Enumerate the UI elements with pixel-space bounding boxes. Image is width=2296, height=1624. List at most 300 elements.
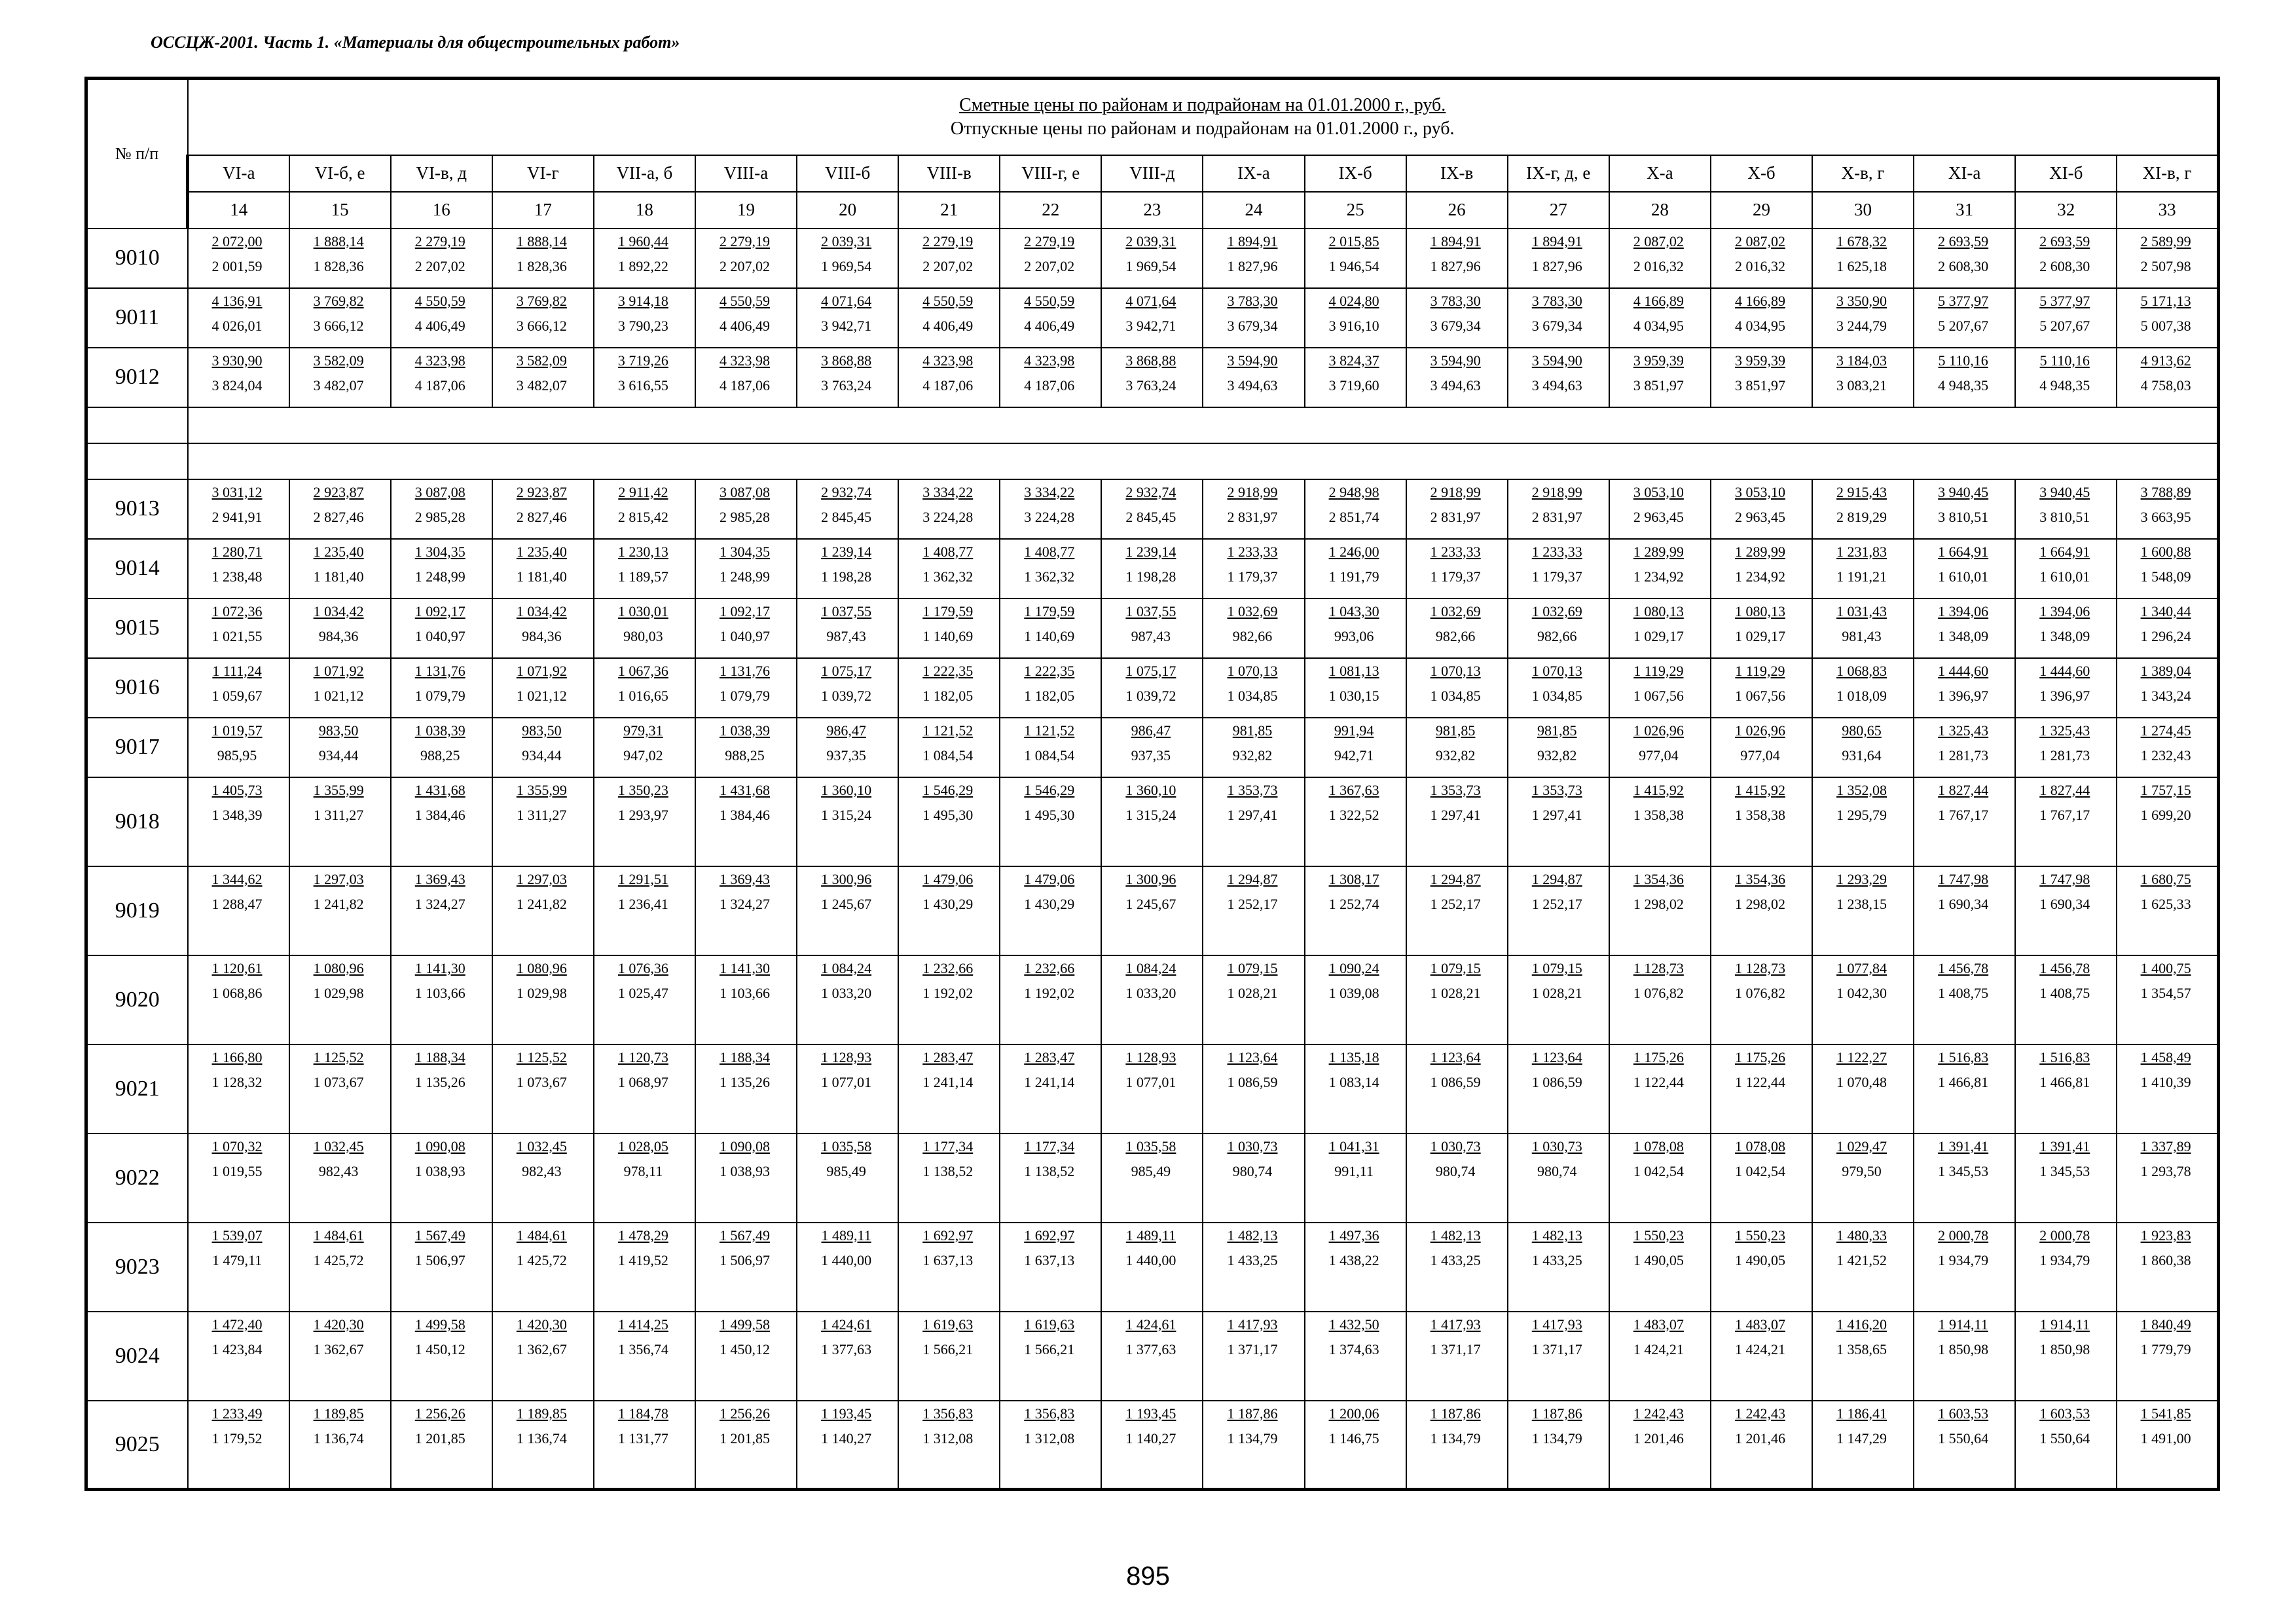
release-price: 1 860,38	[2140, 1251, 2191, 1268]
estimate-price: 1 242,43	[1633, 1405, 1684, 1422]
release-price: 2 207,02	[922, 257, 974, 274]
estimate-price: 1 294,87	[1430, 870, 1481, 887]
price-cell	[1000, 658, 1101, 718]
estimate-price: 1 242,43	[1734, 1405, 1785, 1422]
estimate-price: 4 550,59	[414, 292, 465, 309]
estimate-price: 4 550,59	[720, 292, 771, 309]
price-cell	[1812, 777, 1914, 866]
price-cell	[594, 1312, 695, 1401]
estimate-price: 1 141,30	[414, 959, 465, 976]
price-cell	[1406, 1223, 1508, 1312]
release-price: 1 128,32	[211, 1073, 263, 1090]
column-number: 30	[1812, 192, 1914, 229]
estimate-price: 1 456,78	[1938, 959, 1989, 976]
release-price: 1 348,09	[2039, 627, 2090, 644]
price-cell	[695, 479, 797, 539]
empty-row	[86, 443, 2219, 479]
price-cell	[1914, 348, 2015, 407]
estimate-price: 1 235,40	[516, 543, 567, 560]
price-cell	[1812, 1401, 1914, 1490]
estimate-price: 2 693,59	[2039, 232, 2090, 249]
release-price: 1 433,25	[1531, 1251, 1582, 1268]
price-cell	[898, 955, 1000, 1044]
estimate-price: 2 923,87	[313, 483, 364, 500]
release-price: 4 406,49	[414, 317, 465, 334]
price-cell	[2117, 1312, 2218, 1401]
price-cell	[1914, 658, 2015, 718]
price-cell	[2117, 229, 2218, 288]
release-price: 980,74	[1435, 1162, 1476, 1179]
estimate-price: 2 087,02	[1633, 232, 1684, 249]
estimate-price: 1 026,96	[1734, 722, 1785, 739]
price-cell	[2015, 479, 2117, 539]
price-cell	[2015, 866, 2117, 955]
estimate-price: 1 367,63	[1328, 781, 1379, 798]
release-price: 1 122,44	[1633, 1073, 1684, 1090]
estimate-price: 3 334,22	[1024, 483, 1075, 500]
estimate-price: 1 026,96	[1633, 722, 1684, 739]
price-cell	[1203, 1401, 1304, 1490]
estimate-price: 3 350,90	[1836, 292, 1887, 309]
release-price: 1 466,81	[2039, 1073, 2090, 1090]
release-price: 3 942,71	[821, 317, 872, 334]
price-cell	[1406, 955, 1508, 1044]
price-cell	[1711, 1223, 1812, 1312]
price-cell	[695, 1044, 797, 1134]
estimate-price: 4 323,98	[922, 352, 974, 369]
price-cell	[289, 777, 391, 866]
price-cell	[594, 539, 695, 599]
estimate-price: 1 232,66	[1024, 959, 1075, 976]
price-cell	[1305, 229, 1406, 288]
estimate-price: 1 068,83	[1836, 662, 1887, 679]
estimate-price: 2 039,31	[821, 232, 872, 249]
estimate-price: 1 394,06	[2039, 602, 2090, 619]
estimate-price: 1 619,63	[922, 1316, 974, 1333]
estimate-price: 5 377,97	[2039, 292, 2090, 309]
price-cell	[2015, 1223, 2117, 1312]
estimate-price: 1 032,69	[1531, 602, 1582, 619]
price-cell	[1101, 866, 1203, 955]
estimate-price: 3 184,03	[1836, 352, 1887, 369]
release-price: 1 610,01	[1938, 568, 1989, 585]
release-price: 3 482,07	[313, 377, 364, 394]
price-cell	[1711, 599, 1812, 658]
release-price: 1 281,73	[2039, 747, 2090, 764]
price-cell	[1305, 1044, 1406, 1134]
release-price: 1 201,85	[414, 1430, 465, 1447]
price-cell	[2117, 1223, 2218, 1312]
estimate-price: 1 360,10	[1125, 781, 1176, 798]
release-price: 1 495,30	[922, 806, 974, 823]
empty-cell	[188, 407, 2219, 443]
release-price: 2 941,91	[211, 508, 263, 525]
release-price: 3 663,95	[2140, 508, 2191, 525]
price-cell	[188, 1223, 289, 1312]
price-cell	[1812, 288, 1914, 348]
estimate-price: 1 479,06	[1024, 870, 1075, 887]
price-cell	[695, 718, 797, 777]
price-cell	[391, 718, 492, 777]
price-cell	[492, 866, 594, 955]
release-price: 1 201,46	[1633, 1430, 1684, 1447]
estimate-price: 1 037,55	[1125, 602, 1176, 619]
estimate-price: 1 408,77	[922, 543, 974, 560]
estimate-price: 2 932,74	[821, 483, 872, 500]
release-price: 2 016,32	[1734, 257, 1785, 274]
price-cell	[898, 288, 1000, 348]
price-cell	[1508, 539, 1609, 599]
release-price: 1 067,56	[1734, 687, 1785, 704]
estimate-price: 1 078,08	[1633, 1137, 1684, 1154]
price-cell	[1508, 718, 1609, 777]
price-cell	[1203, 348, 1304, 407]
release-price: 1 358,65	[1836, 1340, 1887, 1357]
price-cell	[594, 229, 695, 288]
price-cell	[1914, 599, 2015, 658]
price-cell	[1914, 288, 2015, 348]
price-cell	[492, 479, 594, 539]
price-cell	[289, 229, 391, 288]
estimate-price: 1 035,58	[1125, 1137, 1176, 1154]
price-cell	[797, 539, 898, 599]
price-cell	[1406, 718, 1508, 777]
price-cell	[1203, 1312, 1304, 1401]
price-cell	[797, 658, 898, 718]
caption-release-prices: Отпускные цены по районам и подрайонам на 01.01.2000 г., руб.	[950, 118, 1455, 139]
price-cell	[1000, 777, 1101, 866]
price-cell	[594, 955, 695, 1044]
release-price: 1 506,97	[414, 1251, 465, 1268]
release-price: 1 548,09	[2140, 568, 2191, 585]
release-price: 1 179,37	[1227, 568, 1278, 585]
price-cell	[1508, 1312, 1609, 1401]
estimate-price: 1 189,85	[516, 1405, 567, 1422]
price-cell	[1101, 288, 1203, 348]
district-header: IX-в	[1406, 155, 1508, 192]
estimate-price: 1 516,83	[1938, 1048, 1989, 1065]
release-price: 1 016,65	[617, 687, 668, 704]
release-price: 1 134,79	[1430, 1430, 1481, 1447]
price-cell	[2015, 955, 2117, 1044]
estimate-price: 1 308,17	[1328, 870, 1379, 887]
release-price: 1 248,99	[720, 568, 771, 585]
price-cell	[1711, 1044, 1812, 1134]
release-price: 1 343,24	[2140, 687, 2191, 704]
estimate-price: 2 279,19	[414, 232, 465, 249]
price-cell	[1101, 718, 1203, 777]
estimate-price: 1 482,13	[1430, 1227, 1481, 1244]
estimate-price: 1 352,08	[1836, 781, 1887, 798]
price-cell	[1203, 288, 1304, 348]
price-cell	[1000, 348, 1101, 407]
price-cell	[391, 866, 492, 955]
estimate-price: 1 417,93	[1531, 1316, 1582, 1333]
price-cell	[2015, 288, 2117, 348]
estimate-price: 1 484,61	[516, 1227, 567, 1244]
district-header: X-в, г	[1812, 155, 1914, 192]
estimate-price: 1 389,04	[2140, 662, 2191, 679]
price-cell	[1508, 229, 1609, 288]
release-price: 1 103,66	[414, 984, 465, 1001]
estimate-price: 1 090,08	[720, 1137, 771, 1154]
estimate-price: 1 344,62	[211, 870, 263, 887]
release-price: 1 038,93	[414, 1162, 465, 1179]
price-cell	[2015, 348, 2117, 407]
price-cell	[898, 1312, 1000, 1401]
row-code: 9012	[86, 348, 188, 407]
price-cell	[1000, 1312, 1101, 1401]
estimate-price: 1 664,91	[2039, 543, 2090, 560]
release-price: 1 424,21	[1734, 1340, 1785, 1357]
release-price: 1 934,79	[2039, 1251, 2090, 1268]
price-cell	[289, 1223, 391, 1312]
release-price: 1 039,72	[1125, 687, 1176, 704]
estimate-price: 4 071,64	[821, 292, 872, 309]
price-table	[84, 77, 2220, 1491]
estimate-price: 1 539,07	[211, 1227, 263, 1244]
estimate-price: 1 080,13	[1633, 602, 1684, 619]
release-price: 942,71	[1334, 747, 1374, 764]
release-price: 4 187,06	[922, 377, 974, 394]
release-price: 1 238,48	[211, 568, 263, 585]
release-price: 1 311,27	[314, 806, 364, 823]
price-cell	[1914, 1312, 2015, 1401]
release-price: 1 201,85	[720, 1430, 771, 1447]
estimate-price: 983,50	[318, 722, 359, 739]
price-cell	[695, 777, 797, 866]
price-cell	[289, 866, 391, 955]
price-cell	[492, 1134, 594, 1223]
release-price: 1 068,86	[211, 984, 263, 1001]
district-header: IX-г, д, е	[1508, 155, 1609, 192]
estimate-price: 1 128,93	[821, 1048, 872, 1065]
release-price: 1 421,52	[1836, 1251, 1887, 1268]
estimate-price: 981,85	[1435, 722, 1476, 739]
price-cell	[2117, 348, 2218, 407]
release-price: 977,04	[1740, 747, 1780, 764]
price-caption	[188, 79, 2219, 155]
release-price: 2 815,42	[617, 508, 668, 525]
price-cell	[391, 1223, 492, 1312]
estimate-price: 1 294,87	[1531, 870, 1582, 887]
estimate-price: 1 090,24	[1328, 959, 1379, 976]
estimate-price: 1 246,00	[1328, 543, 1379, 560]
price-cell	[1711, 1401, 1812, 1490]
price-cell	[1101, 777, 1203, 866]
price-cell	[188, 229, 289, 288]
price-cell	[695, 1223, 797, 1312]
empty-row	[86, 407, 2219, 443]
estimate-price: 2 915,43	[1836, 483, 1887, 500]
estimate-price: 1 075,17	[1125, 662, 1176, 679]
estimate-price: 1 131,76	[720, 662, 771, 679]
estimate-price: 1 472,40	[211, 1316, 263, 1333]
estimate-price: 3 594,90	[1531, 352, 1582, 369]
release-price: 1 610,01	[2039, 568, 2090, 585]
release-price: 1 297,41	[1430, 806, 1481, 823]
estimate-price: 1 369,43	[414, 870, 465, 887]
release-price: 947,02	[623, 747, 663, 764]
price-cell	[1101, 1312, 1203, 1401]
estimate-price: 1 356,83	[1024, 1405, 1075, 1422]
price-cell	[1305, 1223, 1406, 1312]
price-cell	[2015, 599, 2117, 658]
estimate-price: 1 300,96	[1125, 870, 1176, 887]
estimate-price: 1 179,59	[1024, 602, 1075, 619]
estimate-price: 1 353,73	[1531, 781, 1582, 798]
estimate-price: 1 664,91	[1938, 543, 1989, 560]
price-cell	[1101, 1134, 1203, 1223]
release-price: 1 408,75	[2039, 984, 2090, 1001]
release-price: 5 007,38	[2140, 317, 2191, 334]
release-price: 982,66	[1537, 627, 1577, 644]
price-cell	[1406, 348, 1508, 407]
estimate-price: 3 769,82	[516, 292, 567, 309]
estimate-price: 1 079,15	[1430, 959, 1481, 976]
price-cell	[1406, 777, 1508, 866]
price-cell	[898, 1223, 1000, 1312]
release-price: 2 507,98	[2140, 257, 2191, 274]
estimate-price: 1 080,96	[516, 959, 567, 976]
release-price: 1 042,54	[1734, 1162, 1785, 1179]
release-price: 1 312,08	[922, 1430, 974, 1447]
release-price: 1 699,20	[2140, 806, 2191, 823]
release-price: 1 425,72	[516, 1251, 567, 1268]
estimate-price: 1 757,15	[2140, 781, 2191, 798]
release-price: 3 916,10	[1328, 317, 1379, 334]
price-cell	[797, 348, 898, 407]
release-price: 1 433,25	[1430, 1251, 1481, 1268]
estimate-price: 4 550,59	[922, 292, 974, 309]
price-cell	[188, 777, 289, 866]
price-cell	[1203, 229, 1304, 288]
release-price: 1 189,57	[617, 568, 668, 585]
release-price: 1 312,08	[1024, 1430, 1075, 1447]
estimate-price: 1 300,96	[821, 870, 872, 887]
price-cell	[898, 718, 1000, 777]
estimate-price: 2 948,98	[1328, 483, 1379, 500]
release-price: 4 026,01	[211, 317, 263, 334]
estimate-price: 1 070,32	[211, 1137, 263, 1154]
price-cell	[492, 955, 594, 1044]
release-price: 1 495,30	[1024, 806, 1075, 823]
estimate-price: 1 239,14	[1125, 543, 1176, 560]
estimate-price: 1 747,98	[1938, 870, 1989, 887]
estimate-price: 1 084,24	[1125, 959, 1176, 976]
estimate-price: 1 081,13	[1328, 662, 1379, 679]
estimate-price: 1 325,43	[1938, 722, 1989, 739]
estimate-price: 3 087,08	[414, 483, 465, 500]
price-cell	[898, 1401, 1000, 1490]
price-cell	[695, 229, 797, 288]
release-price: 1 042,54	[1633, 1162, 1684, 1179]
release-price: 1 828,36	[313, 257, 364, 274]
price-cell	[492, 599, 594, 658]
price-cell	[1000, 718, 1101, 777]
price-cell	[2117, 599, 2218, 658]
price-cell	[594, 1134, 695, 1223]
estimate-price: 981,85	[1537, 722, 1577, 739]
estimate-price: 1 028,05	[617, 1137, 668, 1154]
release-price: 1 138,52	[922, 1162, 974, 1179]
price-cell	[289, 599, 391, 658]
estimate-price: 1 417,93	[1430, 1316, 1481, 1333]
table-row	[86, 955, 2219, 1044]
price-cell	[2117, 955, 2218, 1044]
estimate-price: 1 235,40	[313, 543, 364, 560]
release-price: 1 033,20	[821, 984, 872, 1001]
price-cell	[1609, 1044, 1711, 1134]
release-price: 1 440,00	[1125, 1251, 1176, 1268]
release-price: 1 236,41	[617, 895, 668, 912]
release-price: 1 147,29	[1836, 1430, 1887, 1447]
estimate-price: 3 824,37	[1328, 352, 1379, 369]
price-cell	[492, 229, 594, 288]
estimate-price: 1 894,91	[1430, 232, 1481, 249]
price-cell	[695, 866, 797, 955]
row-code: 9010	[86, 229, 188, 288]
price-cell	[797, 479, 898, 539]
estimate-price: 1 894,91	[1227, 232, 1278, 249]
estimate-price: 1 603,53	[2039, 1405, 2090, 1422]
table-row	[86, 777, 2219, 866]
price-cell	[1609, 229, 1711, 288]
release-price: 1 322,52	[1328, 806, 1379, 823]
release-price: 1 296,24	[2140, 627, 2191, 644]
district-header: VI-а	[188, 155, 289, 192]
price-cell	[1406, 479, 1508, 539]
price-cell	[391, 1044, 492, 1134]
price-cell	[2015, 229, 2117, 288]
price-cell	[492, 288, 594, 348]
price-cell	[492, 777, 594, 866]
estimate-price: 1 274,45	[2140, 722, 2191, 739]
price-cell	[1812, 1312, 1914, 1401]
estimate-price: 3 959,39	[1734, 352, 1785, 369]
release-price: 1 245,67	[821, 895, 872, 912]
column-number: 14	[188, 192, 289, 229]
estimate-price: 1 432,50	[1328, 1316, 1379, 1333]
estimate-price: 2 015,85	[1328, 232, 1379, 249]
district-header: XI-а	[1914, 155, 2015, 192]
table-row	[86, 1134, 2219, 1223]
estimate-price: 3 930,90	[211, 352, 263, 369]
column-number: 26	[1406, 192, 1508, 229]
estimate-price: 1 456,78	[2039, 959, 2090, 976]
price-cell	[391, 229, 492, 288]
release-price: 1 252,74	[1328, 895, 1379, 912]
price-cell	[1101, 539, 1203, 599]
price-cell	[1508, 955, 1609, 1044]
release-price: 1 028,21	[1531, 984, 1582, 1001]
release-price: 1 234,92	[1734, 568, 1785, 585]
price-cell	[1609, 718, 1711, 777]
release-price: 1 192,02	[1024, 984, 1075, 1001]
estimate-price: 1 567,49	[720, 1227, 771, 1244]
release-price: 1 396,97	[1938, 687, 1989, 704]
price-cell	[1609, 288, 1711, 348]
estimate-price: 3 053,10	[1633, 483, 1684, 500]
price-cell	[2117, 539, 2218, 599]
price-cell	[1203, 1223, 1304, 1312]
release-price: 985,49	[1131, 1162, 1171, 1179]
release-price: 1 479,11	[211, 1251, 263, 1268]
release-price: 4 034,95	[1633, 317, 1684, 334]
estimate-price: 1 420,30	[313, 1316, 364, 1333]
release-price: 1 637,13	[1024, 1251, 1075, 1268]
release-price: 982,66	[1435, 627, 1476, 644]
